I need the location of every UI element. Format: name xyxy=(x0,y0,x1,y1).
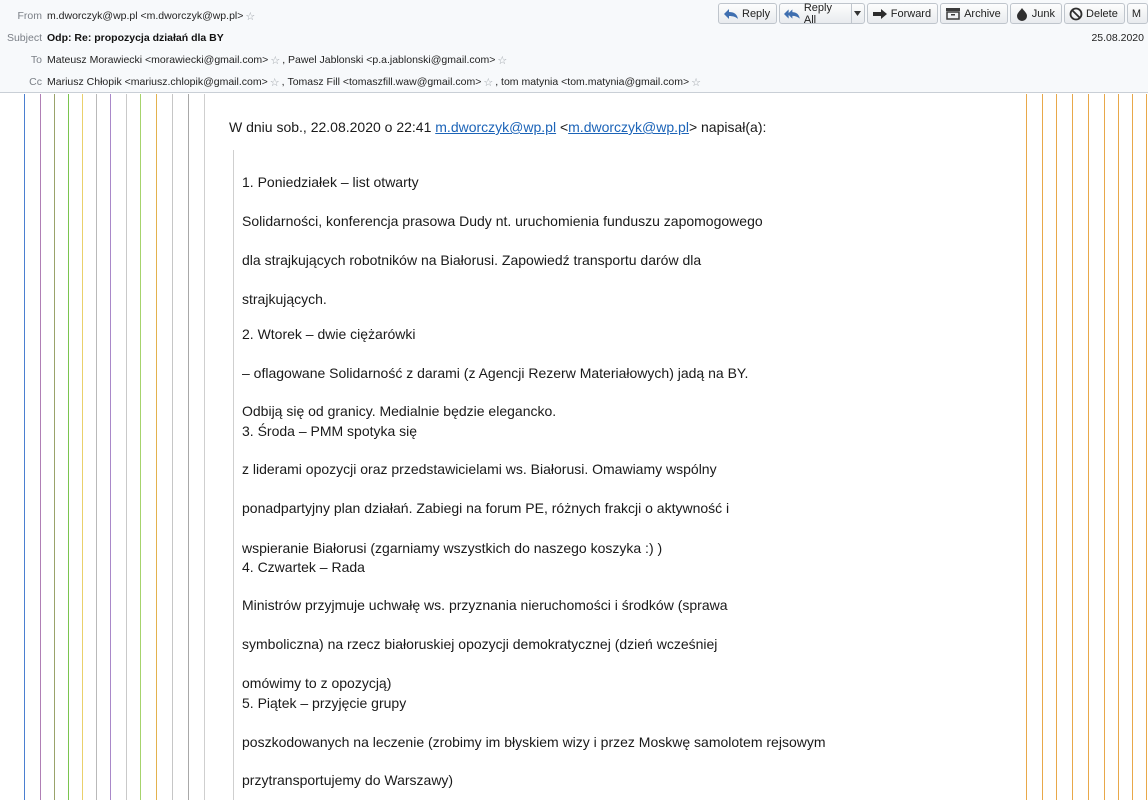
quote-level-line xyxy=(40,94,41,800)
message-date: 25.08.2020 xyxy=(1091,32,1144,44)
archive-label: Archive xyxy=(964,7,1001,20)
star-icon[interactable]: ☆ xyxy=(691,76,701,89)
quoted-line: dla strajkujących robotników na Białorusi. Zapowiedź transportu darów dla xyxy=(242,252,702,268)
from-row xyxy=(0,5,257,27)
star-icon[interactable]: ☆ xyxy=(270,54,281,67)
to-label: To xyxy=(30,54,42,66)
reply-icon xyxy=(723,8,739,20)
quote-level-line xyxy=(1118,94,1119,800)
quoted-line: 5. Piątek – przyjęcie grupy xyxy=(242,695,407,711)
reply-all-button[interactable] xyxy=(779,3,865,24)
quoted-line: poszkodowanych na leczenie (zrobimy im błyskiem wizy i przez Moskwę samolotem rejsowym xyxy=(242,734,826,750)
junk-button[interactable] xyxy=(1010,3,1062,24)
cc-label: Cc xyxy=(29,76,42,88)
message-header xyxy=(0,0,1148,93)
quoted-line: z liderami opozycji oraz przedstawicielami ws. Białorusi. Omawiamy wspólny xyxy=(242,461,717,477)
quote-level-line xyxy=(1146,94,1147,800)
star-icon[interactable]: ☆ xyxy=(497,54,508,67)
quoted-line: omówimy to z opozycją) xyxy=(242,675,392,691)
quoted-line: – oflagowane Solidarność z darami (z Agencji Rezerw Materiałowych) jadą na BY. xyxy=(242,365,749,381)
star-icon[interactable]: ☆ xyxy=(245,10,256,23)
reply-all-label: Reply All xyxy=(803,1,832,26)
quote-level-line xyxy=(1042,94,1043,800)
subject-text: Odp: Re: propozycja działań dla BY xyxy=(47,32,224,44)
sender-email-link[interactable]: m.dworczyk@wp.pl xyxy=(568,119,689,135)
quoted-line: 1. Poniedziałek – list otwarty xyxy=(242,174,419,190)
reply-button[interactable] xyxy=(718,3,777,24)
forward-label: Forward xyxy=(890,7,932,20)
chevron-down-icon[interactable] xyxy=(851,4,864,23)
archive-icon xyxy=(945,7,961,20)
forward-button[interactable] xyxy=(867,3,938,24)
quote-level-line xyxy=(188,94,189,800)
delete-label: Delete xyxy=(1086,7,1118,20)
subject-label: Subject xyxy=(6,32,42,44)
quote-level-line xyxy=(1056,94,1057,800)
to-recipient-2[interactable]: Pawel Jablonski <p.a.jablonski@gmail.com> xyxy=(288,54,496,66)
star-icon[interactable]: ☆ xyxy=(483,76,494,89)
quote-level-line xyxy=(24,94,25,800)
cc-row: Cc Mariusz Chłopik <mariusz.chlopik@gmail.com> ☆ , Tomasz Fill <tomaszfill.waw@gmail.com> ☆ , tom matynia <tom.matynia@gmail.com> ☆ xyxy=(0,71,703,93)
quote-level-line xyxy=(1072,94,1073,800)
quoted-line: ponadpartyjny plan działań. Zabiegi na forum PE, różnych frakcji o aktywność i xyxy=(242,500,730,516)
from-address[interactable]: m.dworczyk@wp.pl <m.dworczyk@wp.pl> xyxy=(47,10,244,22)
quoted-line: 2. Wtorek – dwie ciężarówki xyxy=(242,326,416,342)
archive-button[interactable] xyxy=(940,3,1008,24)
junk-label: Junk xyxy=(1031,7,1056,20)
message-body xyxy=(0,94,1148,800)
delete-button[interactable] xyxy=(1064,3,1125,24)
reply-all-icon xyxy=(784,8,801,20)
message-toolbar xyxy=(718,3,1148,24)
quote-level-line xyxy=(126,94,127,800)
quote-level-line xyxy=(140,94,141,800)
quoted-line: strajkujących. xyxy=(242,291,327,307)
quoted-line: wspieranie Białorusi (zgarniamy wszystkich do naszego koszyka :) ) xyxy=(242,540,663,556)
quoted-line: Odbiją się od granicy. Medialnie będzie elegancko. xyxy=(242,403,557,419)
quote-level-line xyxy=(1026,94,1027,800)
cc-recipient-1[interactable]: Mariusz Chłopik <mariusz.chlopik@gmail.com> xyxy=(47,76,268,88)
more-label: M xyxy=(1131,7,1141,20)
cc-recipient-3[interactable]: tom matynia <tom.matynia@gmail.com> xyxy=(501,76,690,88)
from-label: From xyxy=(17,10,42,22)
quoted-line: 3. Środa – PMM spotyka się xyxy=(242,423,418,439)
forward-icon xyxy=(872,8,888,20)
quote-attribution: W dniu sob., 22.08.2020 o 22:41 m.dworczyk@wp.pl <m.dworczyk@wp.pl> napisał(a): xyxy=(229,119,767,135)
sender-email-link[interactable]: m.dworczyk@wp.pl xyxy=(435,119,557,135)
quoted-line: Ministrów przyjmuje uchwałę ws. przyznania nieruchomości i środków (sprawa xyxy=(242,597,728,613)
quote-level-line xyxy=(204,94,205,800)
reply-label: Reply xyxy=(742,7,771,20)
junk-icon xyxy=(1015,7,1029,21)
star-icon[interactable]: ☆ xyxy=(269,76,280,89)
quote-level-line xyxy=(82,94,83,800)
subject-row xyxy=(0,27,224,49)
delete-icon xyxy=(1069,7,1083,21)
quote-level-line xyxy=(1104,94,1105,800)
quote-bar xyxy=(233,150,234,800)
quote-level-line xyxy=(1088,94,1089,800)
quote-level-line xyxy=(1132,94,1133,800)
quoted-line: 4. Czwartek – Rada xyxy=(242,559,365,575)
more-button[interactable] xyxy=(1127,3,1148,24)
quote-level-line xyxy=(110,94,111,800)
quoted-line: przytransportujemy do Warszawy) xyxy=(242,772,454,788)
quoted-line: Solidarności, konferencja prasowa Dudy nt. uruchomienia funduszu zapomogowego xyxy=(242,213,763,229)
attribution-text: W dniu sob., 22.08.2020 o 22:41 xyxy=(229,119,432,135)
to-row: To Mateusz Morawiecki <morawiecki@gmail.com> ☆ , Pawel Jablonski <p.a.jablonski@gmail.com> ☆ xyxy=(0,49,509,71)
cc-recipient-2[interactable]: Tomasz Fill <tomaszfill.waw@gmail.com> xyxy=(287,76,482,88)
quote-level-line xyxy=(96,94,97,800)
quote-level-line xyxy=(68,94,69,800)
quote-level-line xyxy=(54,94,55,800)
quote-level-line xyxy=(172,94,173,800)
to-recipient-1[interactable]: Mateusz Morawiecki <morawiecki@gmail.com> xyxy=(47,54,269,66)
quoted-line: symboliczna) na rzecz białoruskiej opozycji demokratycznej (dzień wcześniej xyxy=(242,636,718,652)
message-content xyxy=(221,94,1026,800)
quote-level-line xyxy=(156,94,157,800)
